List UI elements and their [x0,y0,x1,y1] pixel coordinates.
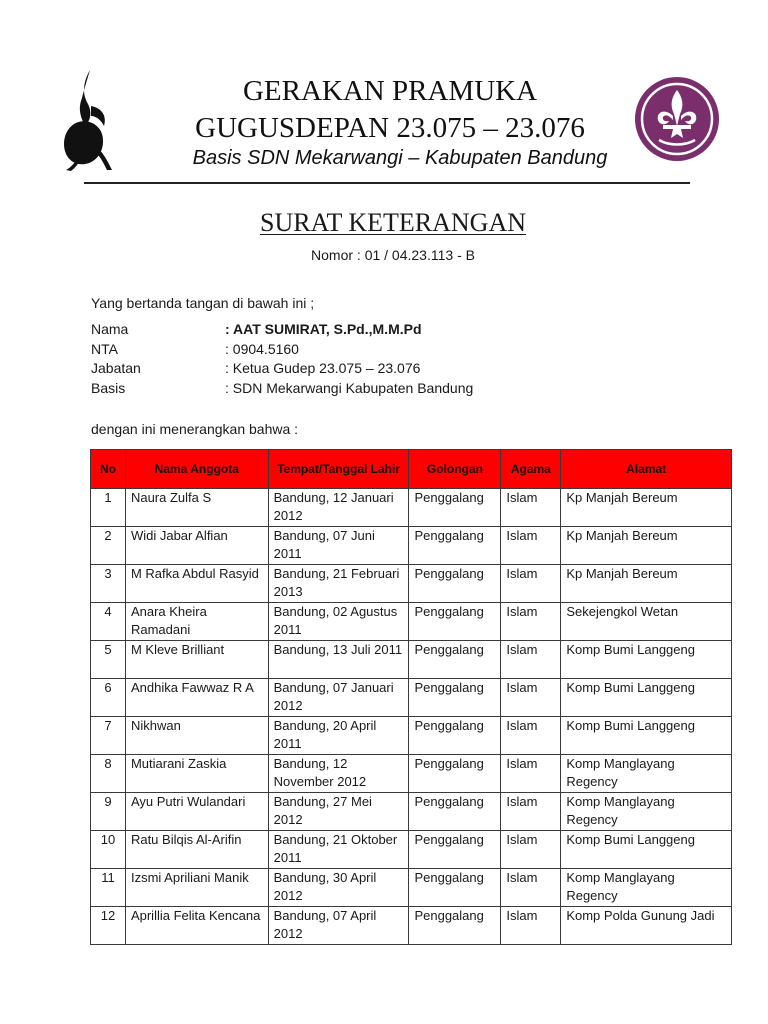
cell-agama: Islam [501,717,561,755]
table-row [91,717,732,755]
cell-golongan: Penggalang [409,603,501,641]
cell-ttl: Bandung, 12 Januari 2012 [268,489,409,527]
table-row [91,527,732,565]
cell-nama: Andhika Fawwaz R A [125,679,268,717]
members-table [90,449,732,945]
table-row [91,679,732,717]
cell-no: 8 [91,755,126,793]
cell-golongan: Penggalang [409,679,501,717]
cell-ttl: Bandung, 12 November 2012 [268,755,409,793]
cell-nama: Ratu Bilqis Al-Arifin [125,831,268,869]
cell-alamat: Kp Manjah Bereum [561,489,732,527]
header-ttl: Tempat/Tanggal Lahir [268,450,409,489]
header-golongan: Golongan [409,450,501,489]
group-code: GUGUSDEPAN 23.075 – 23.076 [195,112,585,144]
cell-alamat: Komp Bumi Langgeng [561,679,732,717]
cell-golongan: Penggalang [409,831,501,869]
cell-alamat: Komp Bumi Langgeng [561,717,732,755]
document-number: Nomor : 01 / 04.23.113 - B [311,247,475,263]
cell-nama: Mutiarani Zaskia [125,755,268,793]
cell-alamat: Komp Bumi Langgeng [561,641,732,679]
tunas-kelapa-logo-icon [58,68,118,172]
cell-golongan: Penggalang [409,565,501,603]
cell-ttl: Bandung, 13 Juli 2011 [268,641,409,679]
signatory-fields [91,320,473,398]
field-row-nta: NTA : 0904.5160 [91,340,299,357]
cell-ttl: Bandung, 30 April 2012 [268,869,409,907]
table-header-row [91,450,732,489]
cell-nama: Nikhwan [125,717,268,755]
statement-text: dengan ini menerangkan bahwa : [91,421,299,437]
cell-ttl: Bandung, 20 April 2011 [268,717,409,755]
field-row-basis: Basis : SDN Mekarwangi Kabupaten Bandung [91,379,474,396]
cell-alamat: Komp Manglayang Regency [561,793,732,831]
cell-golongan: Penggalang [409,907,501,945]
field-row-jabatan: Jabatan : Ketua Gudep 23.075 – 23.076 [91,360,421,376]
cell-golongan: Penggalang [409,793,501,831]
cell-agama: Islam [501,489,561,527]
header-divider [84,182,690,184]
cell-golongan: Penggalang [409,527,501,565]
cell-agama: Islam [501,679,561,717]
cell-no: 1 [91,489,126,527]
intro-text: Yang bertanda tangan di bawah ini ; [91,295,315,311]
cell-agama: Islam [501,565,561,603]
table-row [91,603,732,641]
cell-ttl: Bandung, 27 Mei 2012 [268,793,409,831]
cell-golongan: Penggalang [409,641,501,679]
cell-no: 10 [91,831,126,869]
cell-agama: Islam [501,755,561,793]
document-title: SURAT KETERANGAN [259,208,527,237]
cell-no: 12 [91,907,126,945]
field-row-nama: Nama : AAT SUMIRAT, S.Pd.,M.M.Pd [91,321,422,337]
cell-alamat: Kp Manjah Bereum [561,565,732,603]
cell-agama: Islam [501,603,561,641]
cell-ttl: Bandung, 21 Oktober 2011 [268,831,409,869]
table-row [91,869,732,907]
cell-ttl: Bandung, 02 Agustus 2011 [268,603,409,641]
cell-agama: Islam [501,907,561,945]
base-name: Basis SDN Mekarwangi – Kabupaten Bandung [192,147,608,169]
cell-alamat: Komp Manglayang Regency [561,869,732,907]
cell-alamat: Sekejengkol Wetan [561,603,732,641]
header-alamat: Alamat [561,450,732,489]
header-no: No [91,450,126,489]
header-nama: Nama Anggota [125,450,268,489]
cell-no: 6 [91,679,126,717]
cell-ttl: Bandung, 21 Februari 2013 [268,565,409,603]
cell-agama: Islam [501,793,561,831]
table-row [91,755,732,793]
cell-agama: Islam [501,869,561,907]
table-row [91,641,732,679]
cell-ttl: Bandung, 07 Juni 2011 [268,527,409,565]
org-name: GERAKAN PRAMUKA [242,75,538,107]
cell-ttl: Bandung, 07 Januari 2012 [268,679,409,717]
cell-alamat: Komp Manglayang Regency [561,755,732,793]
cell-nama: Naura Zulfa S [125,489,268,527]
cell-no: 9 [91,793,126,831]
cell-agama: Islam [501,527,561,565]
cell-golongan: Penggalang [409,717,501,755]
table-row [91,793,732,831]
cell-agama: Islam [501,641,561,679]
cell-alamat: Komp Bumi Langgeng [561,831,732,869]
table-row [91,489,732,527]
cell-ttl: Bandung, 07 April 2012 [268,907,409,945]
cell-nama: Ayu Putri Wulandari [125,793,268,831]
table-row [91,907,732,945]
cell-nama: M Kleve Brilliant [125,641,268,679]
cell-no: 4 [91,603,126,641]
cell-alamat: Kp Manjah Bereum [561,527,732,565]
cell-nama: Widi Jabar Alfian [125,527,268,565]
header-agama: Agama [501,450,561,489]
cell-alamat: Komp Polda Gunung Jadi [561,907,732,945]
table-row [91,831,732,869]
cell-nama: Aprillia Felita Kencana [125,907,268,945]
cell-golongan: Penggalang [409,869,501,907]
cell-no: 3 [91,565,126,603]
cell-no: 7 [91,717,126,755]
table-row [91,565,732,603]
cell-golongan: Penggalang [409,489,501,527]
cell-nama: M Rafka Abdul Rasyid [125,565,268,603]
cell-golongan: Penggalang [409,755,501,793]
cell-no: 11 [91,869,126,907]
cell-agama: Islam [501,831,561,869]
cell-nama: Anara Kheira Ramadani [125,603,268,641]
cell-no: 2 [91,527,126,565]
cell-nama: Izsmi Apriliani Manik [125,869,268,907]
cell-no: 5 [91,641,126,679]
